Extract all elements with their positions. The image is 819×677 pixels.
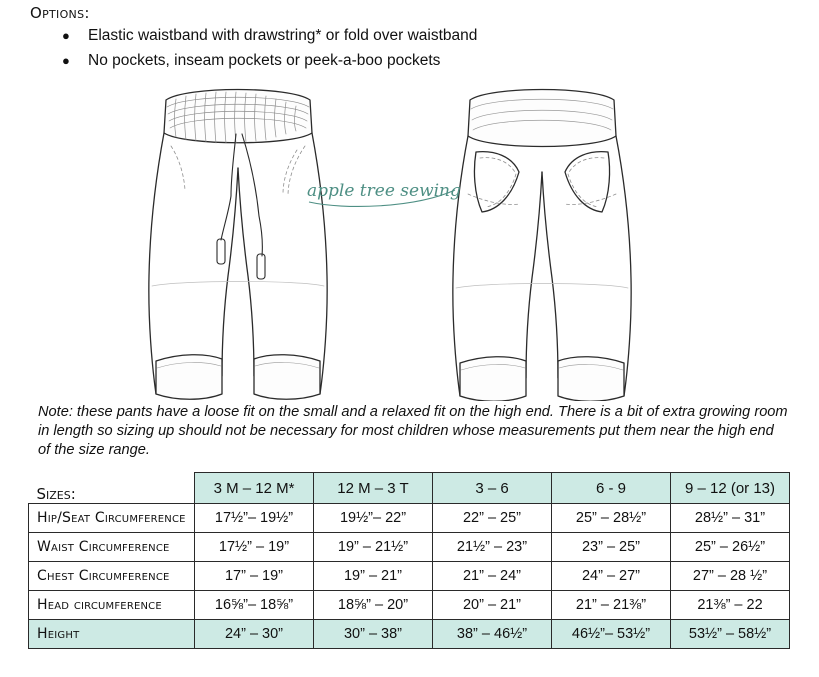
table-cell: 17½” – 19” — [195, 533, 314, 562]
bullet-icon: ● — [62, 28, 70, 43]
table-row — [29, 591, 790, 620]
table-cell: 23” – 25” — [552, 533, 671, 562]
table-cell: 46½”– 53½” — [552, 620, 671, 649]
options-list — [0, 24, 819, 72]
list-item-label: No pockets, inseam pockets or peek-a-boo pockets — [88, 52, 441, 69]
table-cell: 16⅝”– 18⅝” — [195, 591, 314, 620]
table-cell: 25” – 28½” — [552, 504, 671, 533]
size-chart-table — [28, 472, 790, 649]
pants-technical-drawing — [0, 76, 819, 401]
table-cell: 21½” – 23” — [433, 533, 552, 562]
pants-front-view — [149, 90, 327, 400]
table-row — [29, 620, 790, 649]
column-header: 12 M – 3 T — [314, 473, 433, 504]
options-heading: Options: — [30, 4, 90, 22]
column-header: 3 M – 12 M* — [195, 473, 314, 504]
list-item — [62, 24, 819, 47]
pants-back-view — [453, 90, 631, 402]
table-cell: 19” – 21½” — [314, 533, 433, 562]
table-cell: 17½”– 19½” — [195, 504, 314, 533]
sizes-label: Sizes: — [29, 473, 195, 504]
watermark-text: apple tree sewing — [307, 181, 461, 201]
fit-note: Note: these pants have a loose fit on the small and a relaxed fit on the high end. There is a bit of extra growing room in length so sizing up should not be necessary for most children whose measurements put them near the high end of the size range. — [38, 404, 788, 458]
options-section — [0, 4, 819, 72]
table-cell: 24” – 30” — [195, 620, 314, 649]
table-cell: 22” – 25” — [433, 504, 552, 533]
table-row — [29, 562, 790, 591]
pants-illustration — [0, 76, 819, 401]
table-cell: 21” – 21⅜” — [552, 591, 671, 620]
table-cell: 38” – 46½” — [433, 620, 552, 649]
column-header: 3 – 6 — [433, 473, 552, 504]
table-cell: 27” – 28 ½” — [671, 562, 790, 591]
table-cell: 28½” – 31” — [671, 504, 790, 533]
table-cell: 21” – 24” — [433, 562, 552, 591]
row-label: Waist Circumference — [29, 533, 195, 562]
table-header-row — [29, 473, 790, 504]
table-row — [29, 504, 790, 533]
row-label: Hip/Seat Circumference — [29, 504, 195, 533]
table-cell: 53½” – 58½” — [671, 620, 790, 649]
table-cell: 21⅜” – 22 — [671, 591, 790, 620]
row-label: Height — [29, 620, 195, 649]
column-header: 6 - 9 — [552, 473, 671, 504]
table-cell: 18⅝” – 20” — [314, 591, 433, 620]
table-cell: 30” – 38” — [314, 620, 433, 649]
table-cell: 19” – 21” — [314, 562, 433, 591]
table-cell: 19½”– 22” — [314, 504, 433, 533]
table-row — [29, 533, 790, 562]
bullet-icon: ● — [62, 53, 70, 68]
table-cell: 25” – 26½” — [671, 533, 790, 562]
table-cell: 24” – 27” — [552, 562, 671, 591]
table-cell: 17” – 19” — [195, 562, 314, 591]
column-header: 9 – 12 (or 13) — [671, 473, 790, 504]
list-item — [62, 49, 819, 72]
row-label: Head circumference — [29, 591, 195, 620]
table-cell: 20” – 21” — [433, 591, 552, 620]
list-item-label: Elastic waistband with drawstring* or fold over waistband — [88, 27, 478, 44]
row-label: Chest Circumference — [29, 562, 195, 591]
